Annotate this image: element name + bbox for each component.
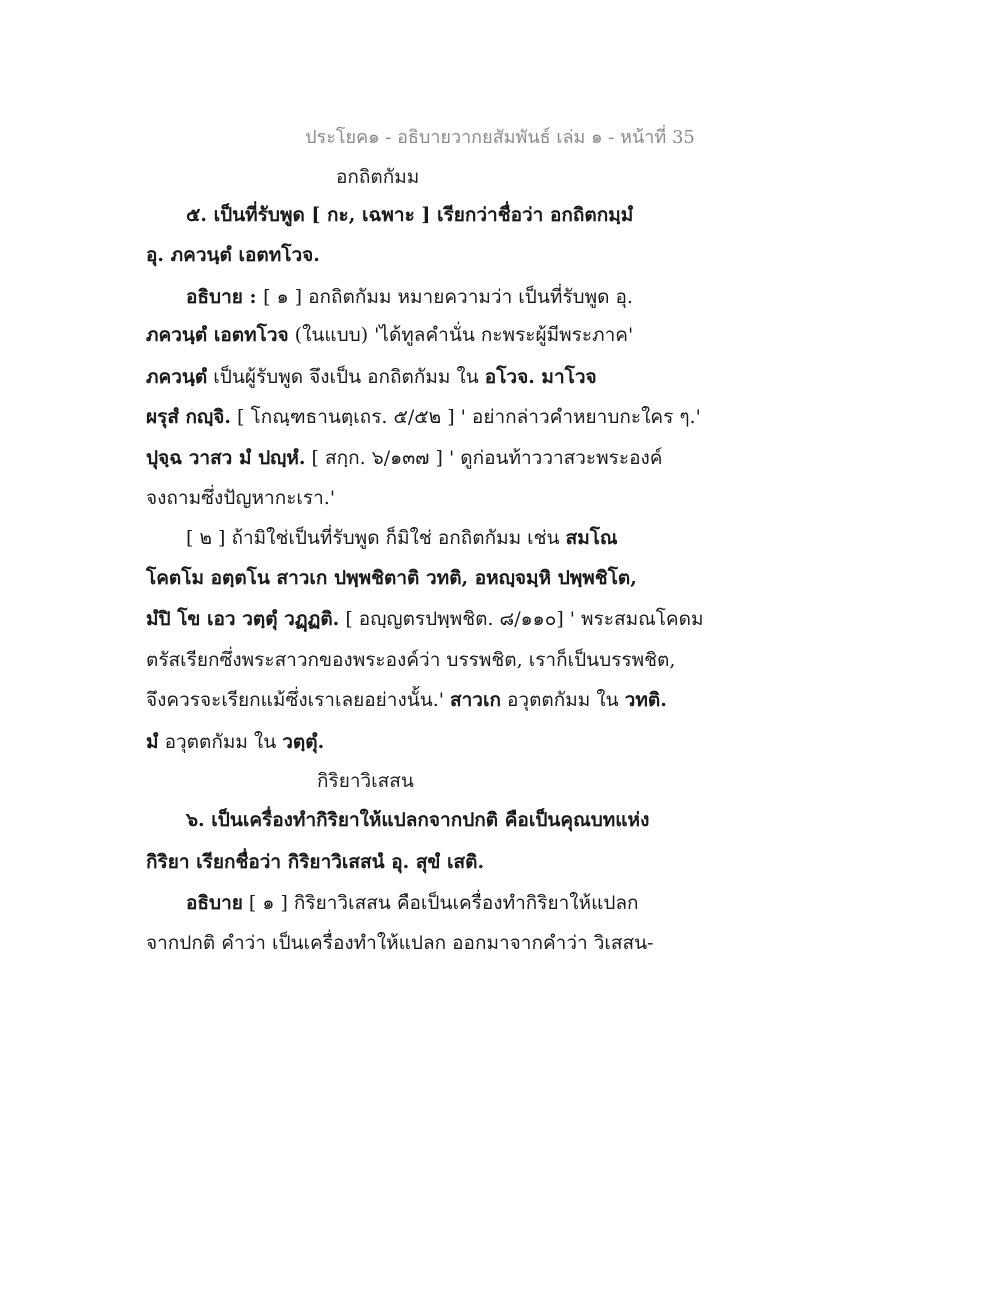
- page-header: ประโยค๑ - อธิบายวากยสัมพันธ์ เล่ม ๑ - หน้าที่ 35: [305, 127, 695, 148]
- bold-text-segment: มํปิ โข เอว วตฺตุํ วฏฺฏติ.: [146, 608, 340, 630]
- bold-text-segment: อโวจ. มาโวจ: [484, 366, 597, 388]
- body-line: [146, 848, 484, 876]
- bold-text-segment: อธิบาย: [186, 892, 243, 914]
- text-segment: [ ๑ ] กิริยาวิเสสน คือเป็นเครื่องทำกิริยาให้แปลก: [242, 892, 639, 914]
- body-line: [186, 806, 649, 834]
- bold-text-segment: ภควนฺตํ: [146, 366, 208, 388]
- section-title-akathitakamma: อกถิตกัมม: [336, 166, 420, 188]
- text-segment: จากปกติ คำว่า เป็นเครื่องทำให้แปลก ออกมาจากคำว่า วิเสสน-: [146, 932, 654, 954]
- body-line: [146, 605, 704, 633]
- body-line: [146, 403, 701, 431]
- bold-text-segment: โคตโม อตฺตโน สาวเก ปพฺพชิตาติ วทติ, อหญฺจมฺหิ ปพฺพชิโต,: [146, 567, 637, 589]
- body-line: [146, 484, 335, 512]
- text-segment: จงถามซึ่งปัญหากะเรา.': [146, 487, 336, 509]
- text-segment: [ โกณฺฑธานตฺเถร. ๕/๕๒ ] ' อย่ากล่าวคำหยาบกะใคร ๆ.': [231, 406, 701, 428]
- text-segment: ตรัสเรียกซึ่งพระสาวกของพระองค์ว่า บรรพชิต, เราก็เป็นบรรพชิต,: [146, 649, 676, 671]
- bold-text-segment: วตฺตุํ.: [282, 731, 325, 753]
- body-line: [186, 889, 639, 917]
- body-line: [146, 363, 597, 391]
- text-segment: อวุตตกัมม ใน: [158, 731, 283, 753]
- bold-text-segment: ภควนฺตํ เอตทโวจ: [146, 324, 289, 346]
- text-segment: [ อญฺญตรปพฺพชิต. ๘/๑๑๐] ' พระสมณโคดม: [339, 608, 704, 630]
- text-segment: [ ๑ ] อกถิตกัมม หมายความว่า เป็นที่รับพูด อุ.: [263, 286, 633, 308]
- bold-text-segment: วทติ.: [624, 689, 667, 711]
- section-title-kiriyavisesana: กิริยาวิเสสน: [317, 770, 414, 792]
- text-segment: [ ๒ ] ถ้ามิใช่เป็นที่รับพูด ก็มิใช่ อกถิตกัมม เช่น: [186, 527, 566, 549]
- body-line: [146, 686, 667, 714]
- bold-text-segment: ปุจฺฉ วาสว มํ ปญฺหํ.: [146, 447, 306, 469]
- bold-text-segment: ๕. เป็นที่รับพูด [ กะ, เฉพาะ ] เรียกว่าชื่อว่า อกถิตกมฺมํ: [186, 204, 634, 226]
- body-line: [186, 201, 633, 229]
- body-line: [146, 646, 675, 674]
- text-segment: จึงควรจะเรียกแม้ซึ่งเราเลยอย่างนั้น.': [146, 689, 451, 711]
- body-line: [146, 564, 637, 592]
- text-segment: เป็นผู้รับพูด จึงเป็น อกถิตกัมม ใน: [207, 366, 485, 388]
- bold-text-segment: สมโณ: [565, 527, 618, 549]
- text-segment: อวุตตกัมม ใน: [500, 689, 625, 711]
- text-segment: [ สกฺก. ๖/๑๓๗ ] ' ดูก่อนท้าววาสวะพระองค์: [305, 447, 663, 469]
- body-line: [146, 929, 653, 957]
- body-line: [146, 728, 324, 756]
- bold-text-segment: ผรุสํ กญฺจิ.: [146, 406, 231, 428]
- bold-text-segment: กิริยา เรียกชื่อว่า กิริยาวิเสสนํ อุ. สุขํ เสติ.: [146, 851, 485, 873]
- bold-text-segment: ๖. เป็นเครื่องทำกิริยาให้แปลกจากปกติ คือเป็นคุณบทแห่ง: [186, 809, 650, 831]
- bold-text-segment: สาวเก: [450, 689, 501, 711]
- text-segment: (ในแบบ) 'ได้ทูลคำนั่น กะพระผู้มีพระภาค': [288, 324, 634, 346]
- body-line: [186, 524, 618, 552]
- body-line: [186, 283, 633, 311]
- bold-text-segment: อธิบาย :: [186, 286, 264, 308]
- body-line: [146, 241, 320, 269]
- bold-text-segment: มํ: [146, 731, 159, 753]
- body-line: [146, 321, 633, 349]
- bold-text-segment: อุ. ภควนฺตํ เอตทโวจ.: [146, 244, 320, 266]
- body-line: [146, 444, 662, 472]
